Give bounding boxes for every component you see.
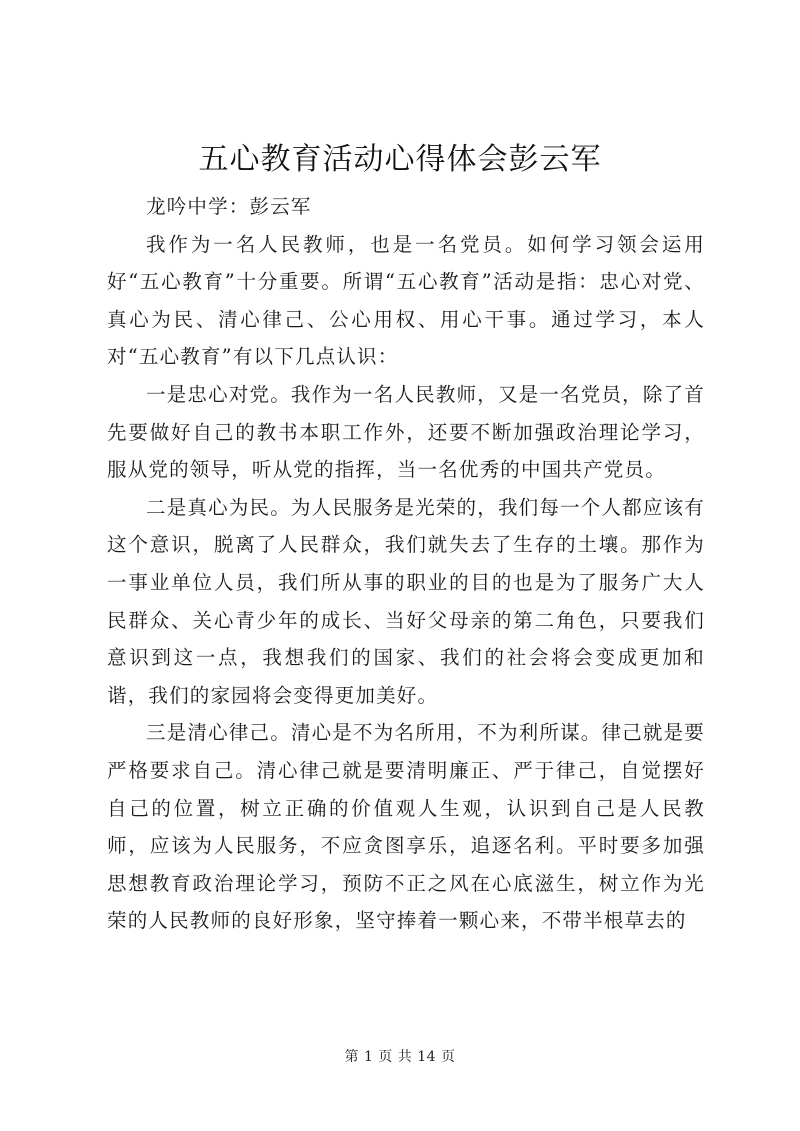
paragraph-sincerity: 二是真心为民。为人民服务是光荣的，我们每一个人都应该有这个意识，脱离了人民群众，我们就失去了生存的土壤。那作为一事业单位人员，我们所从事的职业的目的也是为了服务广大人民群众、关心青少年的成长、当好父母亲的第二角色，只要我们意识到这一点，我想我们的国家、我们的社会将会变成更加和谐，我们的家园将会变得更加美好。 (107, 495, 705, 707)
paragraph-loyalty: 一是忠心对党。我作为一名人民教师，又是一名党员，除了首先要做好自己的教书本职工作外，还要不断加强政治理论学习，服从党的领导，听从党的指挥，当一名优秀的中国共产党员。 (107, 382, 705, 482)
document-body (107, 188, 705, 940)
document-title: 五心教育活动心得体会彭云军 (198, 142, 602, 177)
page-number-footer: 第 1 页 共 14 页 (344, 1049, 456, 1065)
paragraph-intro: 我作为一名人民教师，也是一名党员。如何学习领会运用好“五心教育”十分重要。所谓“五心教育”活动是指：忠心对党、真心为民、清心律己、公心用权、用心干事。通过学习，本人对“五心教育”有以下几点认识： (107, 232, 705, 369)
author-line: 龙吟中学：彭云军 (146, 195, 312, 218)
paragraph-self-discipline: 三是清心律己。清心是不为名所用，不为利所谋。律己就是要严格要求自己。清心律己就是要清明廉正、严于律己，自觉摆好自己的位置，树立正确的价值观人生观，认识到自己是人民教师，应该为人民服务，不应贪图享乐，追逐名利。平时要多加强思想教育政治理论学习，预防不正之风在心底滋生，树立作为光荣的人民教师的良好形象，坚守捧着一颗心来，不带半根草去的 (107, 721, 705, 933)
